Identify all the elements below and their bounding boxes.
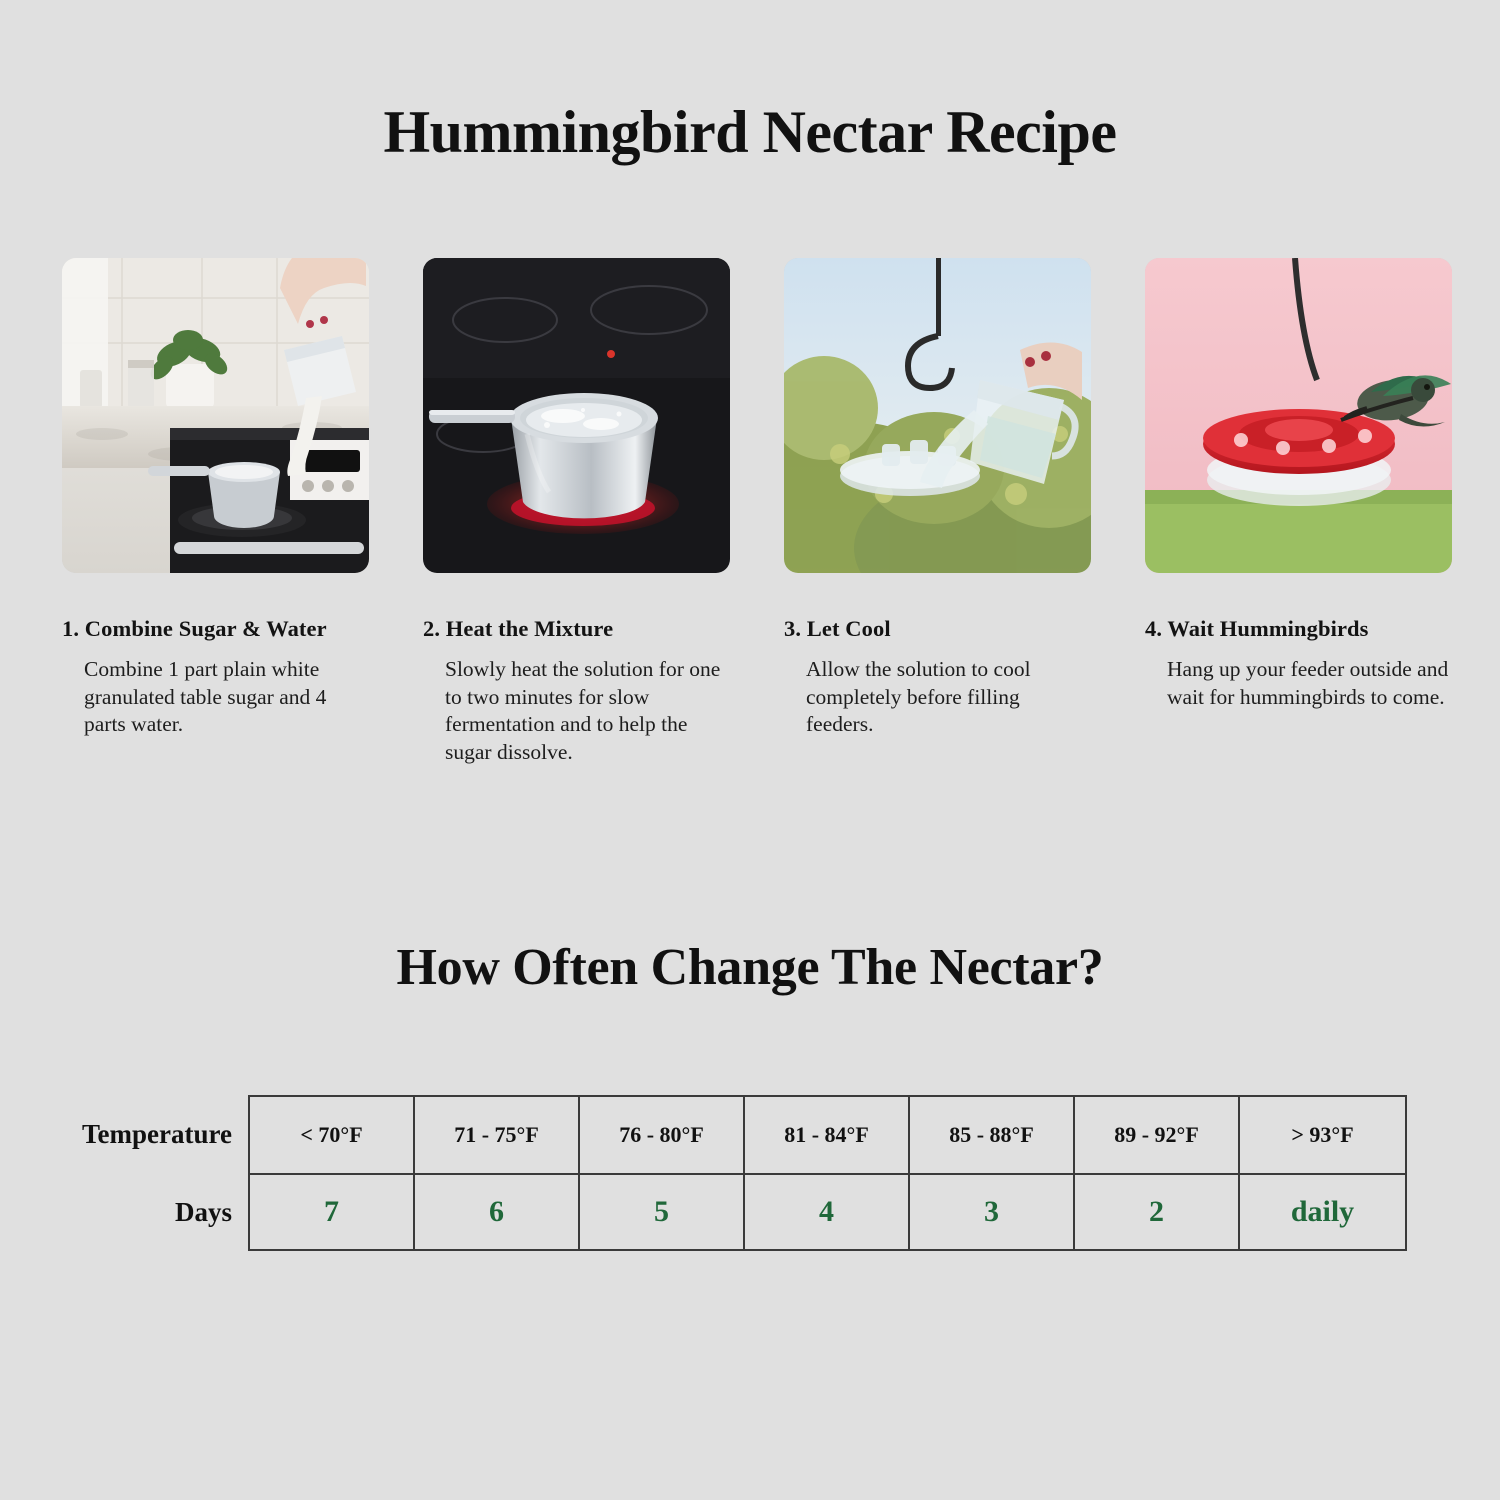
temperature-cell-6: 89 - 92°F: [1075, 1097, 1240, 1173]
step-4-body: Hang up your feeder outside and wait for hummingbirds to come.: [1167, 657, 1449, 709]
step-2-photo: [423, 258, 730, 573]
step-2-title: 2. Heat the Mixture: [423, 616, 614, 641]
step-card-1: [62, 258, 369, 766]
temperature-cell-1: < 70°F: [250, 1097, 415, 1173]
saucepan-heating-on-stovetop-photo: [423, 258, 730, 573]
step-card-2: [423, 258, 730, 766]
step-4-title: 4. Wait Hummingbirds: [1145, 616, 1369, 641]
days-cell-3: 5: [580, 1173, 745, 1249]
step-1-body: Combine 1 part plain white granulated table sugar and 4 parts water.: [84, 657, 327, 737]
days-cell-4: 4: [745, 1173, 910, 1249]
row-label-temperature: Temperature: [82, 1118, 232, 1149]
temperature-cell-7: > 93°F: [1291, 1122, 1354, 1147]
pouring-sugar-into-saucepan-photo: [62, 258, 369, 573]
section-title: How Often Change The Nectar?: [396, 939, 1104, 996]
table-row-labels: [30, 1095, 248, 1251]
days-cell-6: 2: [1075, 1173, 1240, 1249]
step-1-title: 1. Combine Sugar & Water: [62, 616, 327, 641]
table-row: [250, 1097, 1405, 1173]
row-label-days: Days: [174, 1196, 232, 1227]
days-cell-2: 6: [415, 1173, 580, 1249]
step-4-photo: [1145, 258, 1452, 573]
temperature-cell-3: 76 - 80°F: [580, 1097, 745, 1173]
temperature-cell-4: 81 - 84°F: [745, 1097, 910, 1173]
temperature-cell-2: 71 - 75°F: [415, 1097, 580, 1173]
nectar-change-table: [30, 1095, 1470, 1251]
table-row: [250, 1173, 1405, 1249]
step-1-photo: [62, 258, 369, 573]
step-2-body: Slowly heat the solution for one to two minutes for slow fermentation and to help the sugar dissolve.: [445, 657, 721, 764]
step-card-4: [1145, 258, 1452, 766]
days-cell-7: daily: [1240, 1173, 1405, 1249]
page-title: Hummingbird Nectar Recipe: [383, 99, 1117, 165]
step-card-3: [784, 258, 1091, 766]
days-cell-5: 3: [910, 1173, 1075, 1249]
table-grid: [248, 1095, 1407, 1251]
temperature-cell-5: 85 - 88°F: [910, 1097, 1075, 1173]
step-3-body: Allow the solution to cool completely before filling feeders.: [806, 657, 1031, 737]
days-cell-1: 7: [250, 1173, 415, 1249]
steps-row: [62, 258, 1449, 766]
hummingbird-at-red-feeder-photo: [1145, 258, 1452, 573]
pouring-nectar-into-feeder-photo: [784, 258, 1091, 573]
step-3-photo: [784, 258, 1091, 573]
step-3-title: 3. Let Cool: [784, 616, 891, 641]
